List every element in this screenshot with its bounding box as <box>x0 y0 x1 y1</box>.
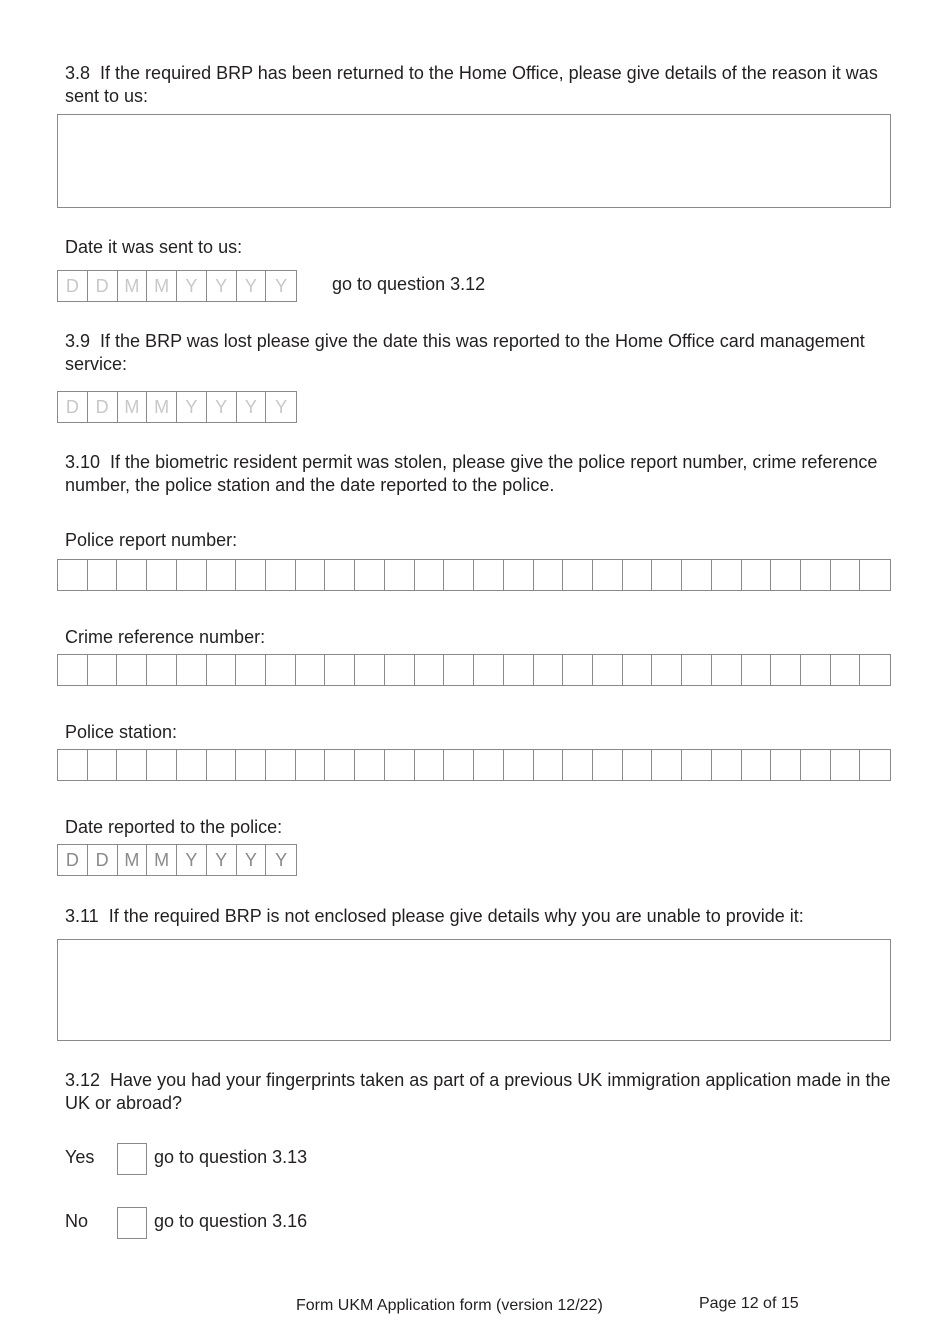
character-cell[interactable] <box>177 560 207 590</box>
character-cell[interactable] <box>534 560 564 590</box>
character-cell[interactable] <box>207 750 237 780</box>
question-3-12 <box>65 1069 895 1115</box>
date-cell[interactable]: M <box>147 392 177 422</box>
question-text: If the required BRP is not enclosed please give details why you are unable to provide it: <box>108 906 804 926</box>
crime-reference-number-field[interactable] <box>57 654 891 686</box>
date-cell[interactable]: M <box>147 845 177 875</box>
reason-returned-textarea[interactable] <box>57 114 891 208</box>
date-reported-label: Date reported to the police: <box>65 817 283 837</box>
date-cell[interactable]: Y <box>237 392 267 422</box>
character-cell[interactable] <box>682 750 712 780</box>
character-cell[interactable] <box>444 560 474 590</box>
character-cell[interactable] <box>177 655 207 685</box>
character-cell[interactable] <box>207 655 237 685</box>
character-cell[interactable] <box>207 560 237 590</box>
character-cell[interactable] <box>652 560 682 590</box>
police-report-label: Police report number: <box>65 530 238 550</box>
question-3-11 <box>65 905 895 928</box>
character-cell[interactable] <box>117 750 147 780</box>
footer-form-name: Form UKM Application form (version 12/22) <box>296 1297 603 1314</box>
character-cell[interactable] <box>355 655 385 685</box>
character-cell[interactable] <box>860 560 890 590</box>
character-cell[interactable] <box>652 655 682 685</box>
character-cell[interactable] <box>415 655 445 685</box>
character-cell[interactable] <box>771 750 801 780</box>
date-cell[interactable]: M <box>147 271 177 301</box>
character-cell[interactable] <box>296 750 326 780</box>
character-cell[interactable] <box>296 655 326 685</box>
character-cell[interactable] <box>266 560 296 590</box>
character-cell[interactable] <box>58 750 88 780</box>
date-cell[interactable]: D <box>88 845 118 875</box>
question-3-10 <box>65 451 895 497</box>
yes-label: Yes <box>65 1147 95 1167</box>
character-cell[interactable] <box>771 560 801 590</box>
character-cell[interactable] <box>623 560 653 590</box>
date-cell[interactable]: D <box>58 392 88 422</box>
character-cell[interactable] <box>623 655 653 685</box>
character-cell[interactable] <box>88 655 118 685</box>
footer-page-number: Page 12 of 15 <box>699 1295 799 1312</box>
date-cell[interactable]: Y <box>275 849 288 870</box>
character-cell[interactable] <box>325 750 355 780</box>
character-cell[interactable] <box>593 750 623 780</box>
date-cell[interactable]: Y <box>237 845 267 875</box>
character-cell[interactable] <box>712 750 742 780</box>
question-text: If the required BRP has been returned to the Home Office, please give details of the reason it was sent to us: <box>65 63 878 106</box>
character-cell[interactable] <box>58 560 88 590</box>
character-cell[interactable] <box>860 750 890 780</box>
character-cell[interactable] <box>831 750 861 780</box>
question-number: 3.11 <box>65 906 99 926</box>
date-cell[interactable]: Y <box>275 275 288 296</box>
question-3-8 <box>65 62 895 108</box>
character-cell[interactable] <box>266 655 296 685</box>
character-cell[interactable] <box>147 560 177 590</box>
character-cell[interactable] <box>563 560 593 590</box>
character-cell[interactable] <box>474 750 504 780</box>
character-cell[interactable] <box>504 560 534 590</box>
date-cell[interactable]: Y <box>177 845 207 875</box>
character-cell[interactable] <box>147 750 177 780</box>
date-cell[interactable]: D <box>58 845 88 875</box>
character-cell[interactable] <box>236 655 266 685</box>
character-cell[interactable] <box>742 750 772 780</box>
date-reported-field[interactable] <box>57 844 297 876</box>
character-cell[interactable] <box>385 560 415 590</box>
date-cell[interactable]: M <box>118 392 148 422</box>
character-cell[interactable] <box>236 750 266 780</box>
character-cell[interactable] <box>771 655 801 685</box>
date-lost-reported-field[interactable] <box>57 391 297 423</box>
character-cell[interactable] <box>385 655 415 685</box>
character-cell[interactable] <box>742 655 772 685</box>
yes-goto-label: go to question 3.13 <box>154 1147 308 1167</box>
character-cell[interactable] <box>682 560 712 590</box>
character-cell[interactable] <box>623 750 653 780</box>
character-cell[interactable] <box>88 750 118 780</box>
police-station-field[interactable] <box>57 749 891 781</box>
character-cell[interactable] <box>801 560 831 590</box>
character-cell[interactable] <box>474 655 504 685</box>
date-cell[interactable]: Y <box>207 845 237 875</box>
character-cell[interactable] <box>147 655 177 685</box>
character-cell[interactable] <box>325 560 355 590</box>
character-cell[interactable] <box>415 560 445 590</box>
date-cell[interactable]: Y <box>207 271 237 301</box>
character-cell[interactable] <box>444 655 474 685</box>
character-cell[interactable] <box>801 655 831 685</box>
date-cell[interactable]: M <box>118 845 148 875</box>
date-cell[interactable]: D <box>88 271 118 301</box>
character-cell[interactable] <box>415 750 445 780</box>
police-report-number-field[interactable] <box>57 559 891 591</box>
date-cell[interactable]: M <box>118 271 148 301</box>
character-cell[interactable] <box>355 560 385 590</box>
crime-reference-label: Crime reference number: <box>65 627 266 647</box>
no-goto-label: go to question 3.16 <box>154 1211 308 1231</box>
date-sent-label: Date it was sent to us: <box>65 237 243 257</box>
character-cell[interactable] <box>831 560 861 590</box>
yes-checkbox[interactable] <box>117 1143 147 1175</box>
goto-3-12-label: go to question 3.12 <box>332 274 486 294</box>
date-cell[interactable]: D <box>88 392 118 422</box>
date-cell[interactable]: D <box>58 271 88 301</box>
no-label: No <box>65 1211 89 1231</box>
date-cell[interactable]: Y <box>177 392 207 422</box>
character-cell[interactable] <box>860 655 890 685</box>
character-cell[interactable] <box>474 560 504 590</box>
character-cell[interactable] <box>593 655 623 685</box>
date-cell[interactable]: Y <box>207 392 237 422</box>
date-cell[interactable]: Y <box>275 396 288 417</box>
character-cell[interactable] <box>563 655 593 685</box>
character-cell[interactable] <box>712 560 742 590</box>
character-cell[interactable] <box>652 750 682 780</box>
character-cell[interactable] <box>504 750 534 780</box>
character-cell[interactable] <box>325 655 355 685</box>
character-cell[interactable] <box>742 560 772 590</box>
character-cell[interactable] <box>355 750 385 780</box>
character-cell[interactable] <box>563 750 593 780</box>
character-cell[interactable] <box>712 655 742 685</box>
character-cell[interactable] <box>88 560 118 590</box>
no-checkbox[interactable] <box>117 1207 147 1239</box>
character-cell[interactable] <box>534 655 564 685</box>
character-cell[interactable] <box>504 655 534 685</box>
character-cell[interactable] <box>236 560 266 590</box>
character-cell[interactable] <box>593 560 623 590</box>
character-cell[interactable] <box>296 560 326 590</box>
character-cell[interactable] <box>801 750 831 780</box>
character-cell[interactable] <box>444 750 474 780</box>
reason-not-enclosed-textarea[interactable] <box>57 939 891 1041</box>
character-cell[interactable] <box>385 750 415 780</box>
date-cell[interactable]: Y <box>177 271 207 301</box>
question-text: Have you had your fingerprints taken as part of a previous UK immigration application made in the UK or abroad? <box>65 1070 891 1113</box>
character-cell[interactable] <box>177 750 207 780</box>
question-number: 3.12 <box>65 1070 101 1090</box>
character-cell[interactable] <box>117 655 147 685</box>
date-cell[interactable]: Y <box>237 271 267 301</box>
character-cell[interactable] <box>117 560 147 590</box>
date-sent-field[interactable] <box>57 270 297 302</box>
question-text: If the biometric resident permit was stolen, please give the police report number, crime reference number, the police station and the date reported to the police. <box>65 452 878 495</box>
question-number: 3.9 <box>65 331 91 351</box>
question-number: 3.10 <box>65 452 101 472</box>
character-cell[interactable] <box>58 655 88 685</box>
character-cell[interactable] <box>831 655 861 685</box>
question-number: 3.8 <box>65 63 91 83</box>
question-3-9 <box>65 330 895 376</box>
character-cell[interactable] <box>266 750 296 780</box>
police-station-label: Police station: <box>65 722 178 742</box>
character-cell[interactable] <box>682 655 712 685</box>
character-cell[interactable] <box>534 750 564 780</box>
question-text: If the BRP was lost please give the date this was reported to the Home Office card management service: <box>65 331 865 374</box>
